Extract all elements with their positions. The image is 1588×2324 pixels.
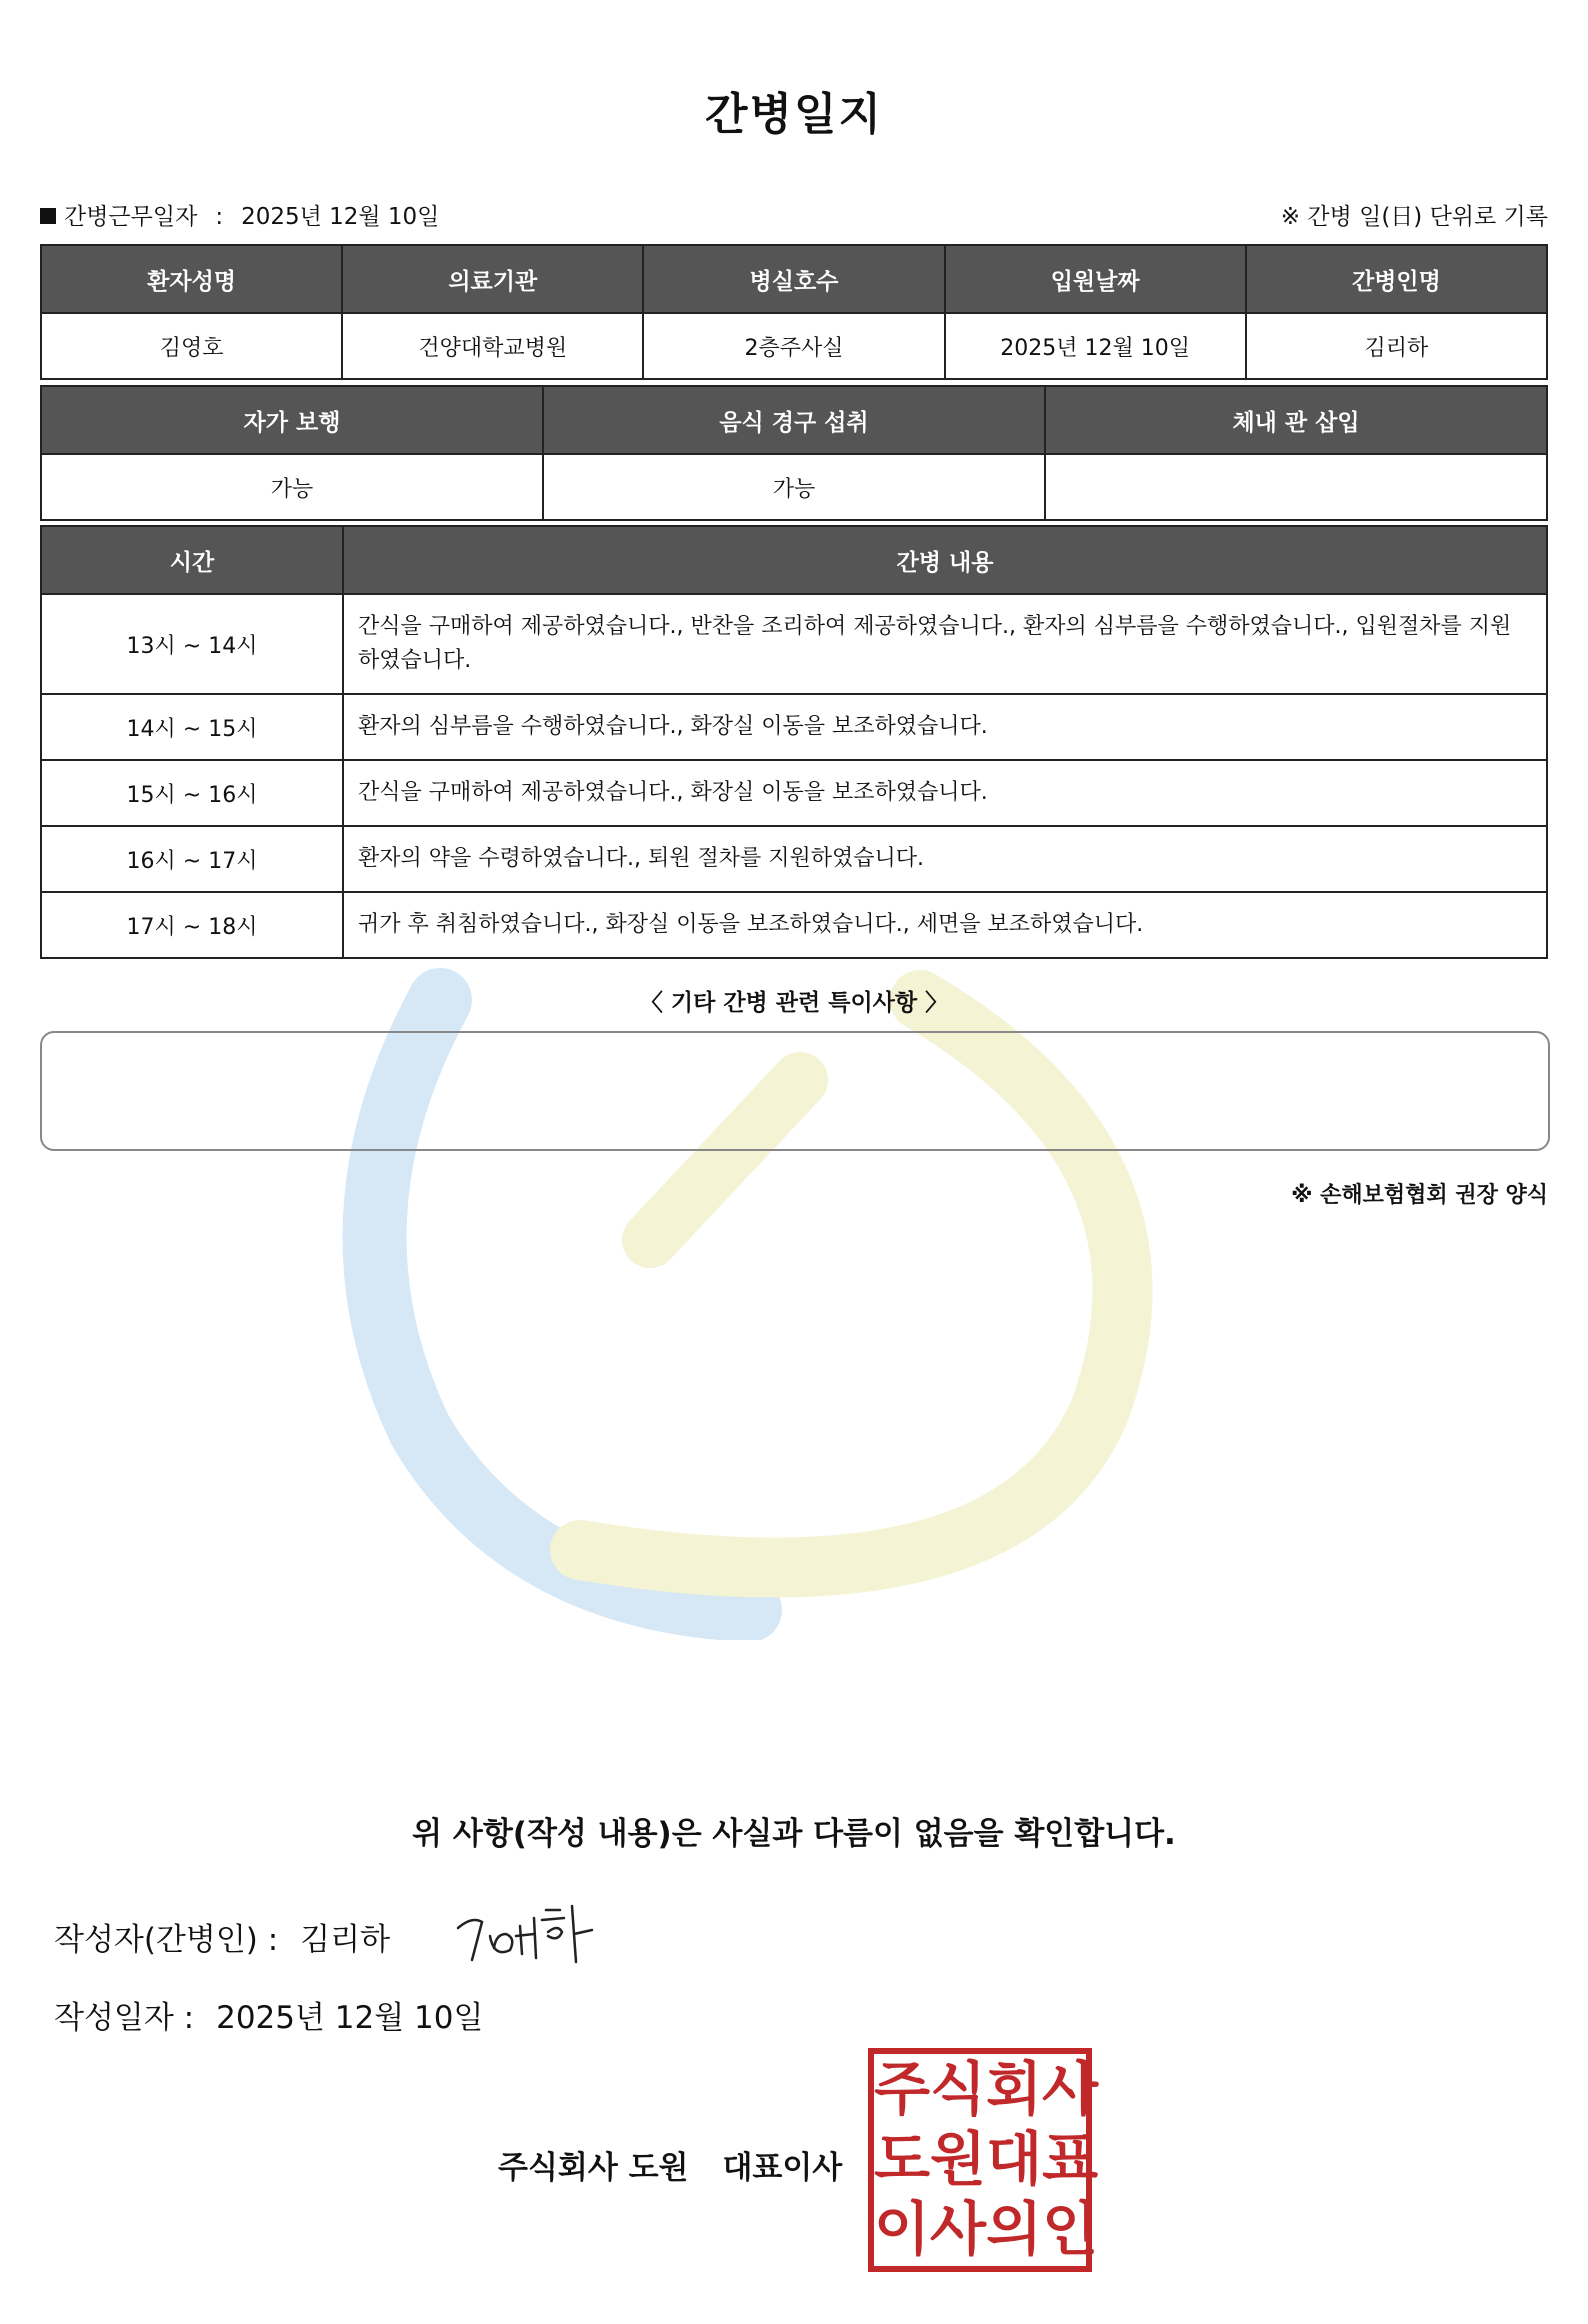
company-seal	[868, 2048, 1099, 2272]
log-time: 14시 ~ 15시	[41, 694, 343, 760]
confirmation-statement: 위 사항(작성 내용)은 사실과 다름이 없음을 확인합니다.	[412, 1816, 1176, 1852]
seal-row: 도 원 대 표	[874, 2125, 1099, 2193]
header-oral-intake: 음식 경구 섭취	[543, 386, 1045, 454]
hospital-name: 건양대학교병원	[342, 313, 643, 379]
table-row	[41, 892, 1547, 958]
log-content: 간식을 구매하여 제공하였습니다., 화장실 이동을 보조하였습니다.	[343, 760, 1547, 826]
work-date-sep: :	[215, 204, 224, 230]
header-care-content: 간병 내용	[343, 526, 1547, 594]
work-date-row	[40, 198, 439, 231]
company-title: 대표이사	[722, 2150, 843, 2186]
handwritten-signature	[450, 1888, 610, 1968]
log-time: 13시 ~ 14시	[41, 594, 343, 694]
table-row	[41, 594, 1547, 694]
table-header-row	[41, 526, 1547, 594]
company-name: 주식회사 도원	[498, 2150, 689, 2186]
writer-label: 작성자(간병인) :	[54, 1922, 279, 1958]
header-patient-name: 환자성명	[41, 245, 342, 313]
log-content: 환자의 심부름을 수행하였습니다., 화장실 이동을 보조하였습니다.	[343, 694, 1547, 760]
document-title: 간병일지	[704, 89, 883, 140]
remarks-title: 〈 기타 간병 관련 특이사항 〉	[639, 990, 949, 1016]
header-room: 병실호수	[643, 245, 944, 313]
patient-info-table	[40, 244, 1548, 380]
admission-date: 2025년 12월 10일	[945, 313, 1246, 379]
self-walking-value: 가능	[41, 454, 543, 520]
log-time: 17시 ~ 18시	[41, 892, 343, 958]
header-caregiver-name: 간병인명	[1246, 245, 1547, 313]
patient-status-table	[40, 385, 1548, 521]
care-log-table	[40, 525, 1548, 959]
log-content: 간식을 구매하여 제공하였습니다., 반찬을 조리하여 제공하였습니다., 환자의 심부름을 수행하였습니다., 입원절차를 지원하였습니다.	[343, 594, 1547, 694]
room-number: 2층주사실	[643, 313, 944, 379]
oral-intake-value: 가능	[543, 454, 1045, 520]
table-row	[41, 694, 1547, 760]
log-content: 귀가 후 취침하였습니다., 화장실 이동을 보조하였습니다., 세면을 보조하였습니다.	[343, 892, 1547, 958]
header-admission-date: 입원날짜	[945, 245, 1246, 313]
work-date-value: 2025년 12월 10일	[241, 204, 440, 230]
form-note: ※ 손해보험협회 권장 양식	[1291, 1183, 1548, 1208]
log-content: 환자의 약을 수령하였습니다., 퇴원 절차를 지원하였습니다.	[343, 826, 1547, 892]
table-row	[41, 760, 1547, 826]
header-time: 시간	[41, 526, 343, 594]
remarks-box	[40, 1031, 1550, 1151]
writer-row	[54, 1914, 390, 1959]
writer-name: 김리하	[300, 1922, 391, 1958]
header-self-walking: 자가 보행	[41, 386, 543, 454]
date-label: 작성일자 :	[54, 2000, 195, 2036]
date-value: 2025년 12월 10일	[216, 2000, 484, 2036]
patient-name: 김영호	[41, 313, 342, 379]
table-header-row	[41, 245, 1547, 313]
seal-row: 이 사 의 인	[874, 2195, 1099, 2263]
table-row	[41, 826, 1547, 892]
company-row	[498, 2142, 842, 2187]
header-tube-insertion: 체내 관 삽입	[1045, 386, 1547, 454]
caregiver-name: 김리하	[1246, 313, 1547, 379]
date-row	[54, 1992, 483, 2037]
seal-row: 주 식 회 사	[874, 2055, 1099, 2123]
work-date-label: 간병근무일자	[64, 204, 198, 230]
log-time: 16시 ~ 17시	[41, 826, 343, 892]
table-row	[41, 313, 1547, 379]
table-header-row	[41, 386, 1547, 454]
table-row	[41, 454, 1547, 520]
tube-insertion-value	[1045, 454, 1547, 520]
bullet-square-icon	[40, 208, 56, 224]
unit-note: ※ 간병 일(日) 단위로 기록	[1280, 204, 1548, 230]
header-hospital: 의료기관	[342, 245, 643, 313]
log-time: 15시 ~ 16시	[41, 760, 343, 826]
